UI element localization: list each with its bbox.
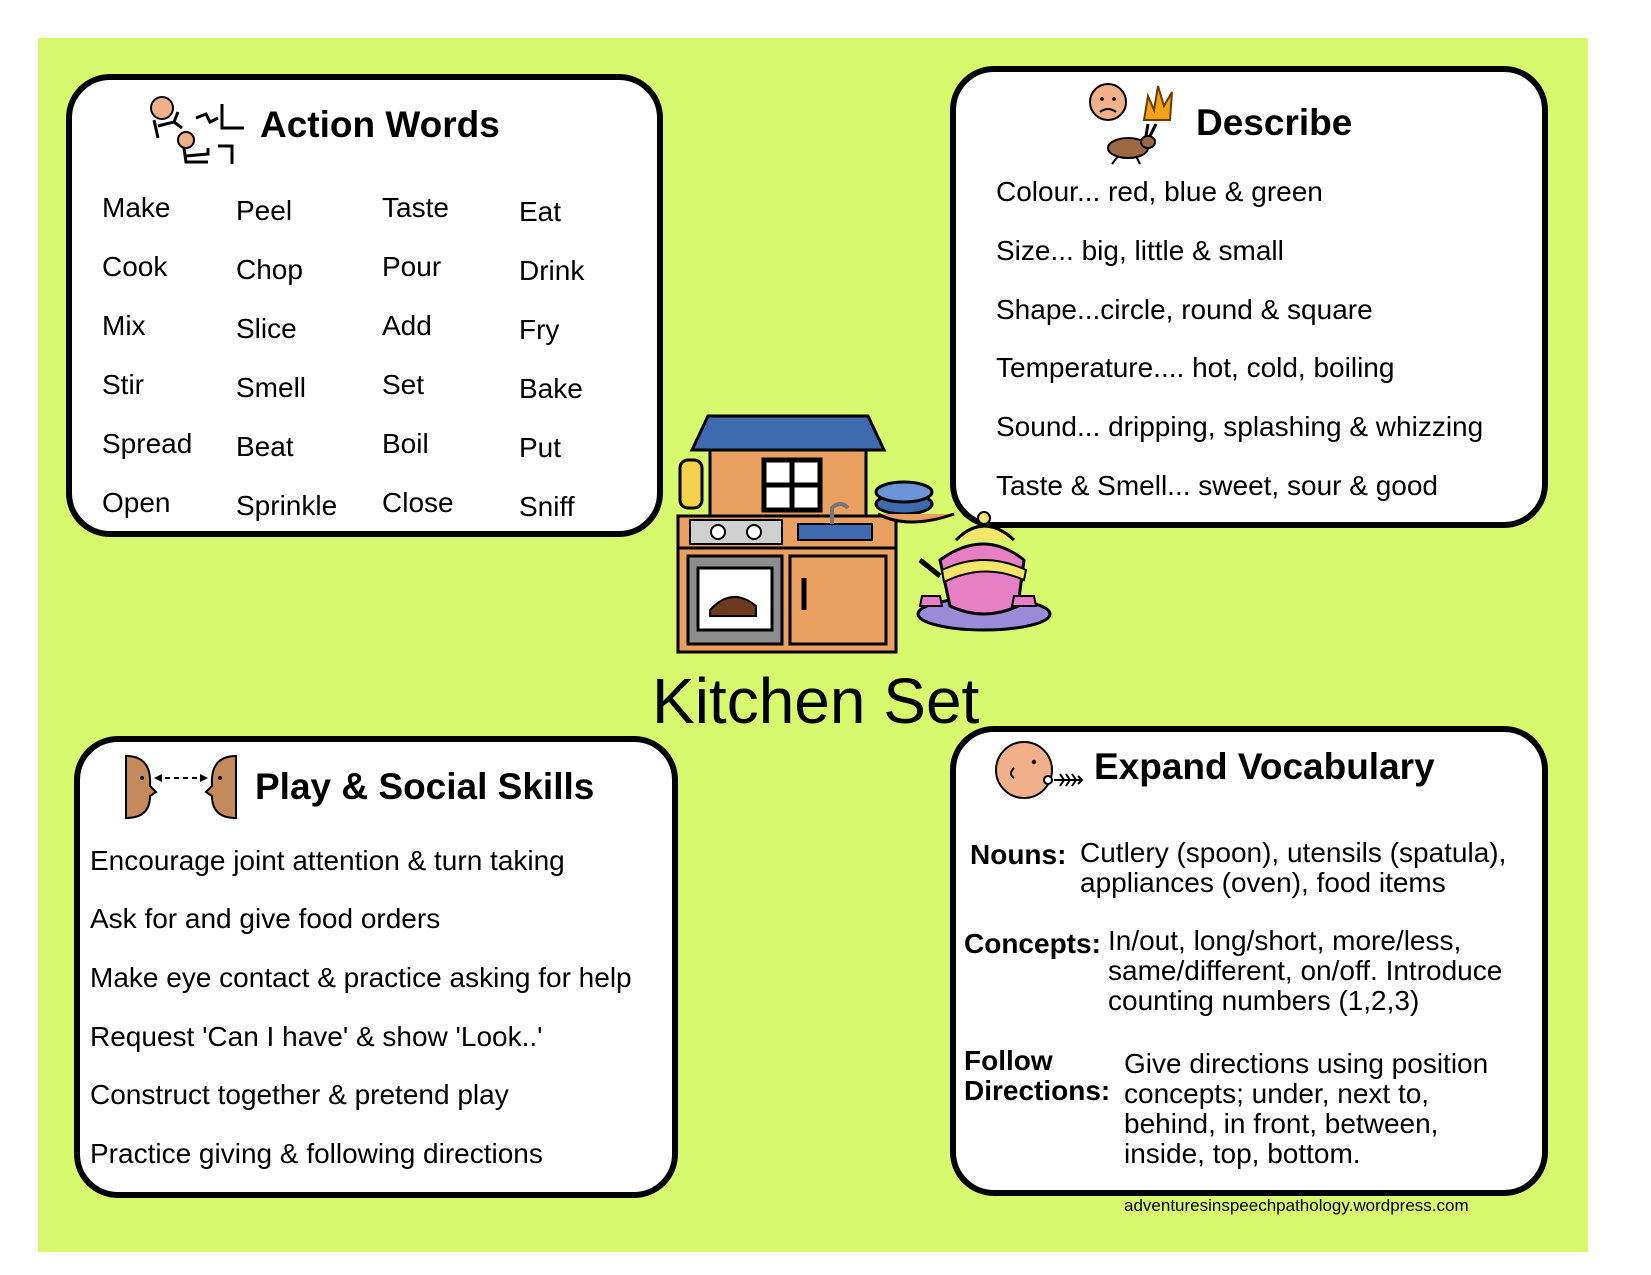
action-word: Drink — [519, 255, 585, 286]
follow-label-line: Follow — [964, 1045, 1053, 1076]
follow-line: behind, in front, between, — [1124, 1108, 1439, 1139]
action-word: Chop — [236, 254, 303, 285]
action-word: Sniff — [519, 491, 575, 522]
action-word: Add — [382, 310, 432, 341]
concepts-label: Concepts: — [964, 928, 1101, 959]
nouns-line: appliances (oven), food items — [1080, 867, 1446, 898]
action-word: Boil — [382, 428, 429, 459]
play-social-line: Make eye contact & practice asking for help — [90, 962, 632, 993]
action-word: Close — [382, 487, 454, 518]
play-social-line: Ask for and give food orders — [90, 903, 441, 934]
describe-line: Shape...circle, round & square — [996, 294, 1373, 325]
describe-line: Size... big, little & small — [996, 235, 1284, 266]
toy-kitchen-icon — [672, 410, 1052, 658]
nouns-line: Cutlery (spoon), utensils (spatula), — [1080, 837, 1507, 868]
action-word: Put — [519, 432, 562, 463]
describe-line: Taste & Smell... sweet, sour & good — [996, 470, 1438, 501]
action-word: Sprinkle — [236, 490, 338, 521]
follow-line: concepts; under, next to, — [1124, 1078, 1430, 1109]
describe-line: Colour... red, blue & green — [996, 176, 1323, 207]
action-words-title: Action Words — [260, 104, 500, 145]
describe-line: Temperature.... hot, cold, boiling — [996, 352, 1395, 383]
follow-line: inside, top, bottom. — [1124, 1138, 1361, 1169]
action-word: Slice — [236, 313, 297, 344]
play-social-line: Request 'Can I have' & show 'Look..' — [90, 1021, 543, 1052]
concepts-line: same/different, on/off. Introduce — [1108, 955, 1503, 986]
play-social-line: Practice giving & following directions — [90, 1138, 543, 1169]
describe-line: Sound... dripping, splashing & whizzing — [996, 411, 1484, 442]
action-word: Smell — [236, 372, 307, 403]
action-word: Beat — [236, 431, 294, 462]
follow-directions-text — [1124, 1049, 1488, 1169]
concepts-line: counting numbers (1,2,3) — [1108, 985, 1420, 1016]
action-word: Make — [102, 192, 171, 223]
follow-line: Give directions using position — [1124, 1048, 1489, 1079]
nouns-label: Nouns: — [970, 839, 1067, 870]
action-word: Peel — [236, 195, 293, 226]
action-word: Bake — [519, 373, 583, 404]
follow-directions-label — [964, 1046, 1110, 1106]
nouns-text — [1080, 838, 1506, 898]
action-people-icon — [148, 92, 246, 166]
describe-title: Describe — [1196, 102, 1353, 143]
play-social-line: Encourage joint attention & turn taking — [90, 845, 565, 876]
action-word: Open — [102, 487, 171, 518]
follow-label-line: Directions: — [964, 1075, 1111, 1106]
action-word: Eat — [519, 196, 562, 227]
action-word: Spread — [102, 428, 193, 459]
action-word: Cook — [102, 251, 168, 282]
action-word: Fry — [519, 314, 560, 345]
action-word: Pour — [382, 251, 442, 282]
speaking-face-icon — [994, 738, 1084, 804]
eye-contact-faces-icon — [122, 752, 240, 822]
action-word: Taste — [382, 192, 449, 223]
describe-face-fire-rabbit-icon — [1088, 80, 1178, 166]
concepts-text — [1108, 926, 1502, 1016]
action-word: Stir — [102, 369, 144, 400]
play-social-line: Construct together & pretend play — [90, 1079, 509, 1110]
action-word: Set — [382, 369, 425, 400]
expand-vocab-title: Expand Vocabulary — [1094, 746, 1435, 787]
play-social-title: Play & Social Skills — [255, 766, 595, 807]
footer-url: adventuresinspeechpathology.wordpress.com — [1124, 1196, 1469, 1215]
action-word: Mix — [102, 310, 146, 341]
page-title: Kitchen Set — [652, 665, 980, 737]
concepts-line: In/out, long/short, more/less, — [1108, 925, 1462, 956]
